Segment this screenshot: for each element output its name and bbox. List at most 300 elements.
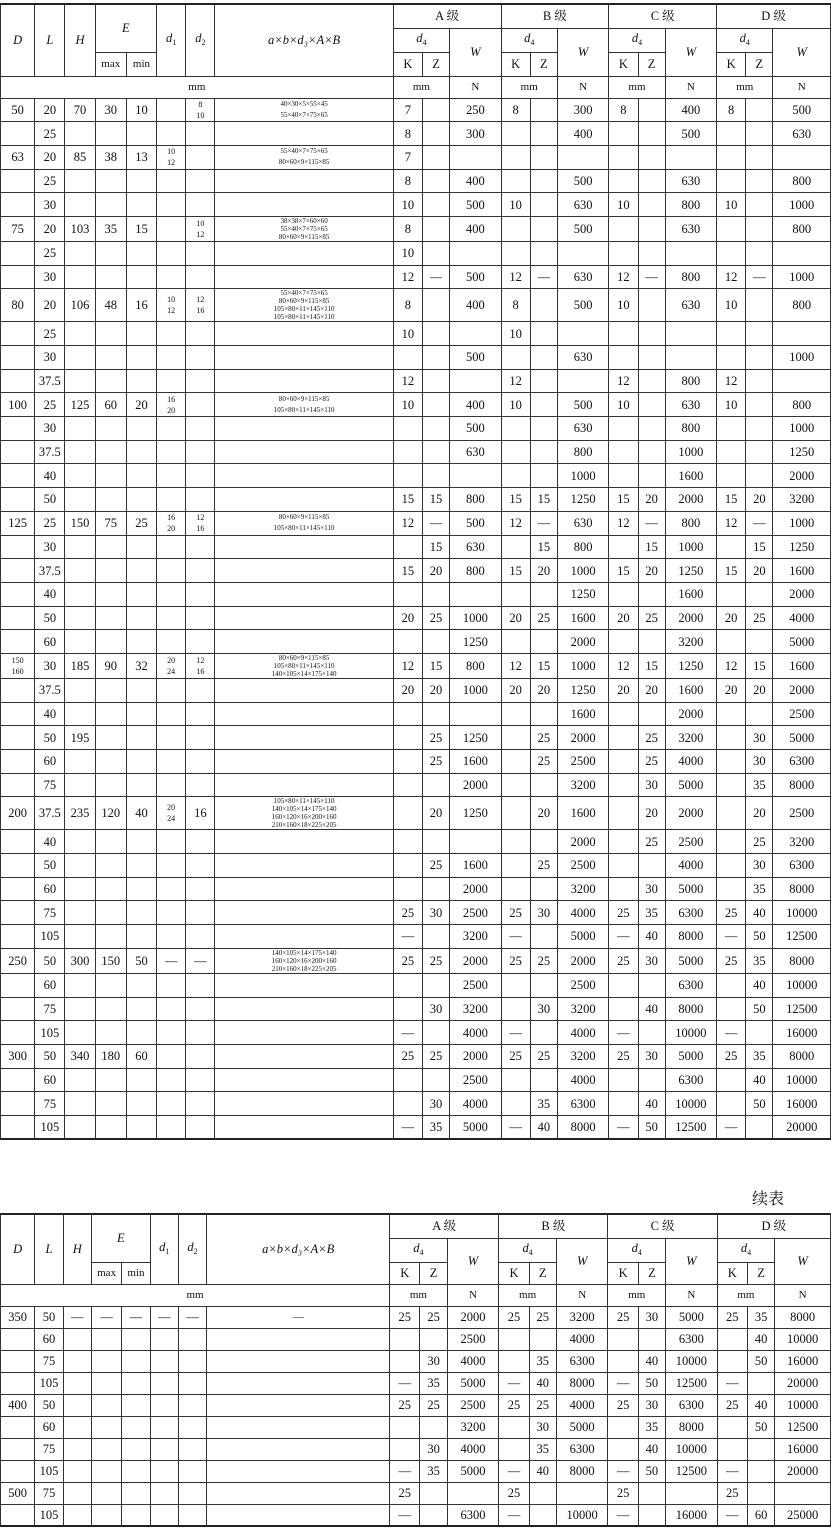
cell-E-max <box>95 464 126 488</box>
cell-d-W: 16000 <box>775 1438 831 1460</box>
cell-d-W: 800 <box>773 216 831 241</box>
cell-E-min: 50 <box>126 948 156 973</box>
cell-E-min <box>122 1438 150 1460</box>
cell-b-Z: 20 <box>530 678 557 702</box>
cell-E-max <box>95 997 126 1021</box>
cell-b-W: 1600 <box>557 606 608 630</box>
cell-a-Z <box>422 630 449 654</box>
grade-d-header: D 级 <box>717 1214 830 1238</box>
continued-label: 续表 <box>752 1191 785 1208</box>
cell-a-Z: 30 <box>422 1092 449 1116</box>
cell-c-Z: 30 <box>638 773 665 797</box>
table-row <box>1 750 831 774</box>
cell-D <box>1 1372 35 1394</box>
cell-c-K <box>608 1438 638 1460</box>
cell-d1 <box>157 369 186 393</box>
cell-a-W: 800 <box>450 653 501 678</box>
cell-c-W: 6300 <box>665 901 716 925</box>
cell-c-K: — <box>609 1115 638 1139</box>
cell-c-W: 6300 <box>666 1394 718 1416</box>
cell-d-W: 8000 <box>773 1044 831 1068</box>
cell-b-K: 8 <box>501 98 530 122</box>
col-D: D <box>1 4 35 76</box>
cell-E-min <box>122 1482 150 1504</box>
cell-d-Z <box>746 417 773 441</box>
cell-dims <box>215 535 393 559</box>
cell-H <box>65 1068 95 1092</box>
cell-d-Z <box>746 582 773 606</box>
cell-E-min <box>122 1372 150 1394</box>
cell-b-K: — <box>499 1460 529 1482</box>
cell-d-W: 1000 <box>773 265 831 289</box>
cell-a-K: 25 <box>393 948 422 973</box>
cell-b-Z <box>530 369 557 393</box>
cell-E-max <box>95 830 126 854</box>
cell-L: 75 <box>35 1350 63 1372</box>
cell-a-K: 25 <box>390 1482 420 1504</box>
cell-D: 200 <box>1 797 35 830</box>
cell-d2 <box>186 1115 215 1139</box>
cell-a-K: 12 <box>393 653 422 678</box>
table-row <box>1 678 831 702</box>
cell-a-W: 4000 <box>447 1350 499 1372</box>
cell-b-W: 500 <box>557 289 608 322</box>
cell-c-K: 12 <box>609 653 638 678</box>
cell-b-Z <box>530 322 557 346</box>
cell-d-W: 1600 <box>773 653 831 678</box>
cell-d-Z: 30 <box>746 726 773 750</box>
cell-b-K: 10 <box>501 393 530 417</box>
cell-b-Z: 25 <box>530 606 557 630</box>
cell-D <box>1 854 35 878</box>
cell-H <box>65 854 95 878</box>
cell-c-W: 5000 <box>665 877 716 901</box>
cell-b-Z <box>530 1068 557 1092</box>
cell-H <box>65 630 95 654</box>
cell-d-Z: 40 <box>747 1328 774 1350</box>
cell-d2 <box>186 1044 215 1068</box>
cell-H <box>65 1092 95 1116</box>
cell-d-Z: — <box>746 265 773 289</box>
cell-D: 50 <box>1 98 35 122</box>
cell-H: 185 <box>65 653 95 678</box>
cell-d-Z: 20 <box>746 488 773 512</box>
unit-mm-b: mm <box>501 76 557 98</box>
table-row <box>1 488 831 512</box>
cell-c-Z <box>638 241 665 265</box>
cell-d1 <box>157 901 186 925</box>
cell-E-min <box>126 369 156 393</box>
table-row <box>1 393 831 417</box>
cell-dims <box>215 925 393 949</box>
cell-d2 <box>186 901 215 925</box>
cell-d-K: 10 <box>717 193 746 217</box>
cell-c-K: — <box>609 1021 638 1045</box>
table-row <box>1 511 831 535</box>
cell-L: 40 <box>35 582 65 606</box>
grade-d-header: D 级 <box>717 4 831 28</box>
cell-c-Z: 50 <box>638 1115 665 1139</box>
cell-c-W <box>665 346 716 370</box>
cell-d-Z <box>746 193 773 217</box>
cell-a-Z <box>422 773 449 797</box>
cell-a-K: — <box>390 1460 420 1482</box>
cell-d1 <box>157 750 186 774</box>
cell-d-W: 1000 <box>773 417 831 441</box>
cell-c-K <box>609 830 638 854</box>
cell-dims <box>215 901 393 925</box>
cell-c-K <box>609 973 638 997</box>
cell-H: 106 <box>65 289 95 322</box>
cell-b-W <box>557 369 608 393</box>
cell-b-Z <box>530 973 557 997</box>
cell-dims <box>207 1438 390 1460</box>
cell-dims <box>207 1460 390 1482</box>
cell-a-W: 2500 <box>447 1328 499 1350</box>
cell-c-K: 25 <box>608 1482 638 1504</box>
cell-b-Z: — <box>530 511 557 535</box>
cell-b-W: 800 <box>557 535 608 559</box>
cell-H <box>65 193 95 217</box>
E-min: min <box>122 1262 150 1284</box>
table-row <box>1 1350 831 1372</box>
cell-b-K <box>501 145 530 169</box>
cell-E-min <box>126 122 156 146</box>
cell-D <box>1 606 35 630</box>
cell-d1 <box>157 440 186 464</box>
d4-a: $d_4$ <box>390 1238 448 1262</box>
cell-D <box>1 1350 35 1372</box>
cell-D <box>1 750 35 774</box>
table-row <box>1 797 831 830</box>
cell-c-Z: 50 <box>638 1372 665 1394</box>
cell-E-min <box>126 750 156 774</box>
cell-a-Z <box>422 393 449 417</box>
cell-d-Z <box>746 98 773 122</box>
cell-L: 25 <box>35 122 65 146</box>
table-row <box>1 1068 831 1092</box>
cell-d1 <box>150 1460 178 1482</box>
cell-b-Z: 25 <box>530 750 557 774</box>
cell-E-min <box>126 1115 156 1139</box>
cell-b-Z: 40 <box>530 1115 557 1139</box>
cell-E-max <box>95 488 126 512</box>
cell-d-K <box>717 417 746 441</box>
cell-b-W: 1250 <box>557 678 608 702</box>
cell-H: 70 <box>65 98 95 122</box>
cell-d1 <box>157 1021 186 1045</box>
cell-a-W <box>450 830 501 854</box>
cell-d-W <box>775 1482 831 1504</box>
cell-d2 <box>186 750 215 774</box>
cell-d-K <box>717 145 746 169</box>
unit-mm-d: mm <box>717 1284 775 1306</box>
table-row <box>1 1092 831 1116</box>
cell-c-K <box>609 997 638 1021</box>
cell-b-Z: 35 <box>529 1350 556 1372</box>
cell-d-W <box>773 145 831 169</box>
cell-L: 30 <box>35 653 65 678</box>
cell-d-Z: 50 <box>746 925 773 949</box>
cell-H: 125 <box>65 393 95 417</box>
cell-d-Z <box>746 145 773 169</box>
cell-b-W: 4000 <box>557 1021 608 1045</box>
W-d: W <box>773 28 831 76</box>
cell-dims <box>207 1416 390 1438</box>
col-D: D <box>1 1214 35 1284</box>
cell-a-W: 630 <box>450 535 501 559</box>
cell-dims <box>215 322 393 346</box>
cell-d1 <box>150 1504 178 1526</box>
cell-c-Z <box>638 98 665 122</box>
cell-d-K <box>717 1068 746 1092</box>
cell-c-W: 630 <box>665 216 716 241</box>
cell-c-Z: 30 <box>638 1394 665 1416</box>
cell-a-K: — <box>390 1372 420 1394</box>
cell-d-K <box>717 997 746 1021</box>
cell-b-Z: — <box>530 265 557 289</box>
cell-d-K <box>717 750 746 774</box>
cell-d2 <box>186 346 215 370</box>
cell-d1 <box>157 582 186 606</box>
cell-D <box>1 122 35 146</box>
cell-E-max <box>91 1460 121 1482</box>
cell-d-K <box>717 726 746 750</box>
cell-a-W: 2500 <box>447 1394 499 1416</box>
cell-b-W: 1250 <box>557 488 608 512</box>
cell-E-max <box>95 773 126 797</box>
cell-d2 <box>178 1350 206 1372</box>
W-a: W <box>447 1238 499 1284</box>
cell-E-min <box>126 241 156 265</box>
cell-c-K <box>609 1068 638 1092</box>
cell-b-Z <box>530 193 557 217</box>
cell-E-max <box>91 1328 121 1350</box>
cell-L: 50 <box>35 854 65 878</box>
cell-c-K: 8 <box>609 98 638 122</box>
cell-L: 60 <box>35 1328 63 1350</box>
cell-a-W: 5000 <box>450 1115 501 1139</box>
cell-d-K <box>717 440 746 464</box>
table-row <box>1 606 831 630</box>
cell-c-Z: 15 <box>638 653 665 678</box>
cell-b-K <box>499 1350 529 1372</box>
cell-a-Z <box>422 464 449 488</box>
cell-c-Z <box>638 702 665 726</box>
cell-b-Z <box>530 877 557 901</box>
cell-E-max <box>95 241 126 265</box>
cell-c-K <box>609 630 638 654</box>
cell-E-max <box>95 346 126 370</box>
cell-b-K: 12 <box>501 653 530 678</box>
cell-d-K <box>717 854 746 878</box>
cell-d-K <box>717 216 746 241</box>
d4-a: $d_4$ <box>393 28 449 52</box>
cell-b-W: 5000 <box>556 1416 608 1438</box>
cell-c-Z <box>638 369 665 393</box>
cell-b-W: 1250 <box>557 582 608 606</box>
cell-d1: 16 20 <box>157 393 186 417</box>
cell-d2 <box>186 582 215 606</box>
cell-a-W: 3200 <box>450 925 501 949</box>
cell-a-Z <box>422 322 449 346</box>
cell-b-W: 500 <box>557 169 608 193</box>
cell-d2 <box>186 241 215 265</box>
cell-c-W: 2000 <box>665 797 716 830</box>
cell-E-max <box>91 1394 121 1416</box>
cell-b-W: 2000 <box>557 726 608 750</box>
unit-N-d: N <box>773 76 831 98</box>
cell-dims <box>215 750 393 774</box>
cell-E-max <box>95 973 126 997</box>
cell-c-W: 630 <box>665 169 716 193</box>
cell-dims <box>215 973 393 997</box>
cell-a-K: 10 <box>393 322 422 346</box>
cell-d2 <box>186 535 215 559</box>
cell-L: 75 <box>35 997 65 1021</box>
cell-d2 <box>186 925 215 949</box>
cell-d1 <box>157 925 186 949</box>
cell-E-min <box>126 265 156 289</box>
cell-b-K <box>501 830 530 854</box>
cell-D <box>1 440 35 464</box>
cell-b-K <box>501 417 530 441</box>
table-row <box>1 653 831 678</box>
table-row <box>1 854 831 878</box>
cell-b-W: 3200 <box>556 1306 608 1328</box>
cell-d-W: 10000 <box>773 1068 831 1092</box>
cell-a-K: 25 <box>390 1394 420 1416</box>
unit-mm: mm <box>1 1284 390 1306</box>
table-row <box>1 1115 831 1139</box>
cell-a-W: 1000 <box>450 606 501 630</box>
cell-c-Z: 25 <box>638 606 665 630</box>
cell-c-W: 5000 <box>666 1306 718 1328</box>
cell-b-K: — <box>501 1021 530 1045</box>
cell-d-Z <box>746 322 773 346</box>
cell-b-Z <box>530 464 557 488</box>
cell-a-W: 2500 <box>450 901 501 925</box>
cell-dims <box>215 854 393 878</box>
cell-a-K <box>393 750 422 774</box>
E-max: max <box>91 1262 121 1284</box>
cell-H <box>63 1504 91 1526</box>
cell-H <box>63 1350 91 1372</box>
cell-b-W: 3200 <box>557 1044 608 1068</box>
cell-L: 60 <box>35 630 65 654</box>
cell-dims: 80×60×9×115×85 105×80×11×145×110 <box>215 511 393 535</box>
cell-d-Z: 50 <box>746 1092 773 1116</box>
cell-H <box>65 997 95 1021</box>
cell-L: 50 <box>35 1394 63 1416</box>
cell-d1 <box>157 702 186 726</box>
cell-d2 <box>178 1372 206 1394</box>
cell-b-K <box>501 535 530 559</box>
cell-c-Z: 40 <box>638 997 665 1021</box>
cell-b-K <box>501 973 530 997</box>
cell-dims: — <box>207 1306 390 1328</box>
grade-a-header: A 级 <box>390 1214 499 1238</box>
cell-L: 37.5 <box>35 369 65 393</box>
table-row <box>1 830 831 854</box>
cell-d-W: 25000 <box>775 1504 831 1526</box>
cell-d-Z <box>746 1021 773 1045</box>
cell-a-K <box>393 997 422 1021</box>
cell-E-max: 35 <box>95 216 126 241</box>
cell-c-K <box>609 702 638 726</box>
table-row <box>1 1372 831 1394</box>
cell-a-W <box>450 145 501 169</box>
cell-d1 <box>157 830 186 854</box>
cell-c-Z <box>638 854 665 878</box>
K-b: K <box>501 52 530 76</box>
cell-d-W: 800 <box>773 289 831 322</box>
cell-c-Z <box>638 145 665 169</box>
cell-d-Z: 50 <box>747 1416 774 1438</box>
cell-d-W: 800 <box>773 393 831 417</box>
cell-c-W: 1600 <box>665 582 716 606</box>
cell-a-K: 15 <box>393 559 422 583</box>
cell-d1 <box>157 630 186 654</box>
cell-E-min <box>126 997 156 1021</box>
unit-mm-a: mm <box>393 76 449 98</box>
W-b: W <box>557 28 608 76</box>
cell-d-W: 8000 <box>773 773 831 797</box>
unit-N-b: N <box>557 76 608 98</box>
cell-a-Z <box>422 169 449 193</box>
cell-a-W <box>450 702 501 726</box>
K-b: K <box>499 1262 529 1284</box>
cell-H <box>65 773 95 797</box>
cell-b-W: 3200 <box>557 773 608 797</box>
cell-a-Z: — <box>422 265 449 289</box>
cell-c-K: 10 <box>609 289 638 322</box>
cell-d-W: 1000 <box>773 193 831 217</box>
cell-L: 75 <box>35 1092 65 1116</box>
cell-b-Z: 20 <box>530 559 557 583</box>
col-d2: $d_2$ <box>186 4 215 76</box>
cell-H <box>63 1328 91 1350</box>
cell-E-max <box>95 630 126 654</box>
cell-H <box>65 973 95 997</box>
cell-c-W: 4000 <box>665 854 716 878</box>
cell-d2 <box>178 1438 206 1460</box>
cell-E-max <box>91 1372 121 1394</box>
cell-c-Z: 50 <box>638 1460 665 1482</box>
cell-b-K <box>501 773 530 797</box>
cell-a-Z <box>420 1504 447 1526</box>
table-row <box>1 702 831 726</box>
cell-E-min: 20 <box>126 393 156 417</box>
cell-a-Z: 15 <box>422 653 449 678</box>
cell-E-min: 13 <box>126 145 156 169</box>
cell-D: 100 <box>1 393 35 417</box>
cell-H: 300 <box>65 948 95 973</box>
cell-H <box>65 440 95 464</box>
cell-D <box>1 464 35 488</box>
cell-d-K <box>717 797 746 830</box>
cell-E-max: 75 <box>95 511 126 535</box>
cell-H <box>65 901 95 925</box>
cell-c-Z: 30 <box>638 1306 665 1328</box>
cell-E-max <box>95 193 126 217</box>
cell-L: 25 <box>35 241 65 265</box>
cell-d-Z: 40 <box>746 1068 773 1092</box>
cell-d1 <box>157 464 186 488</box>
cell-d1 <box>157 193 186 217</box>
cell-L: 37.5 <box>35 797 65 830</box>
d4-b: $d_4$ <box>499 1238 557 1262</box>
